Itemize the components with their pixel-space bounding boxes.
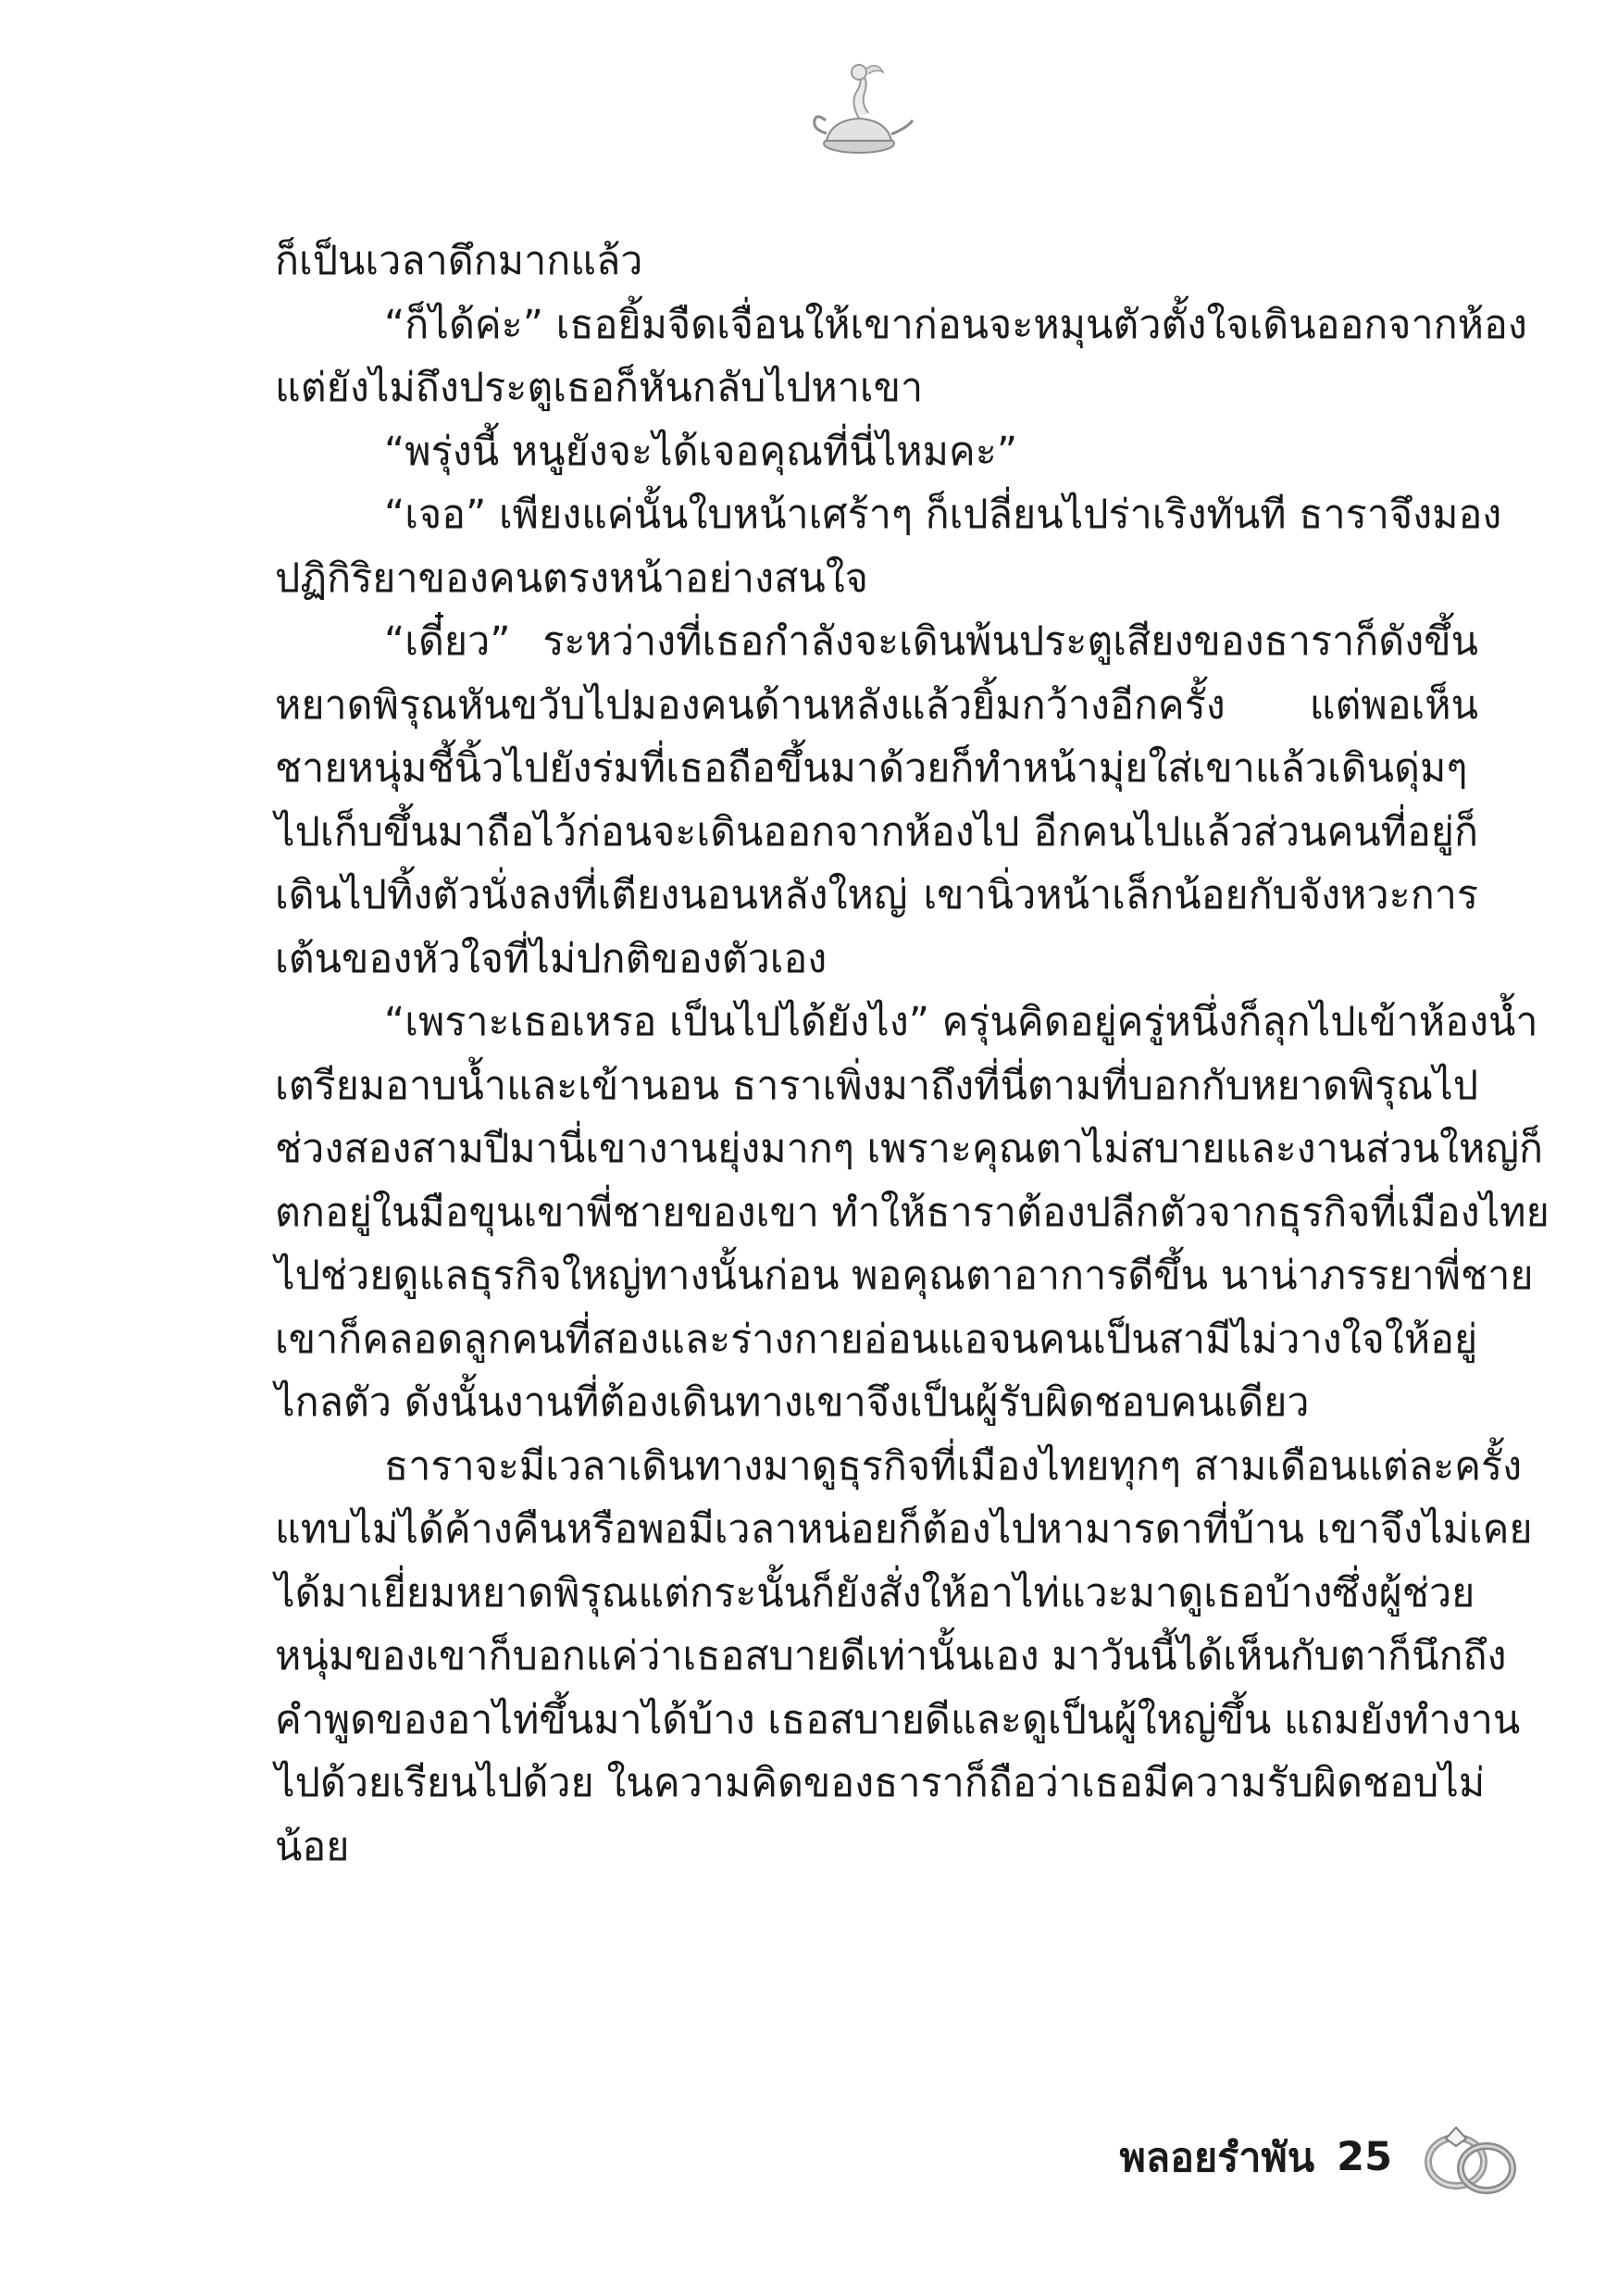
text-line: ธาราจะมีเวลาเดินทางมาดูธุรกิจที่เมืองไทยทุกๆ สามเดือนแต่ละครั้ง — [384, 1442, 1523, 1490]
text-line: “เดี๋ยว” ระหว่างที่เธอกำลังจะเดินพ้นประตูเสียงของธาราก็ดังขึ้น — [384, 618, 1478, 665]
text-line: ช่วงสองสามปีมานี่เขางานยุ่งมากๆ เพราะคุณตาไม่สบายและงานส่วนใหญ่ก็ — [275, 1126, 1544, 1172]
text-line: “เจอ” เพียงแค่นั้นใบหน้าเศร้าๆ ก็เปลี่ยนไปร่าเริงทันที ธาราจึงมอง — [384, 492, 1502, 538]
text-line: ไกลตัว ดังนั้นงานที่ต้องเดินทางเขาจึงเป็นผู้รับผิดชอบคนเดียว — [275, 1379, 1310, 1426]
text-line: ไปช่วยดูแลธุรกิจใหญ่ทางนั้นก่อน พอคุณตาอาการดีขึ้น นาน่าภรรยาพี่ชาย — [275, 1253, 1534, 1299]
text-line: “ก็ได้ค่ะ” เธอยิ้มจืดเจื่อนให้เขาก่อนจะหมุนตัวตั้งใจเดินออกจากห้อง — [384, 301, 1527, 348]
text-line: น้อย — [275, 1823, 350, 1870]
text-line: “พรุ่งนี้ หนูยังจะได้เจอคุณที่นี่ไหมคะ” — [384, 428, 1018, 475]
text-line: ปฏิกิริยาของคนตรงหน้าอย่างสนใจ — [275, 555, 868, 602]
page-number: 25 — [1337, 2134, 1392, 2180]
text-line: ตกอยู่ในมือขุนเขาพี่ชายของเขา ทำให้ธาราต้องปลีกตัวจากธุรกิจที่เมืองไทย — [275, 1189, 1550, 1236]
text-line: ชายหนุ่มชี้นิ้วไปยังร่มที่เธอถือขึ้นมาด้วยก็ทำหน้ามุ่ยใส่เขาแล้วเดินดุ่มๆ — [275, 745, 1468, 792]
text-line: เดินไปทิ้งตัวนั่งลงที่เตียงนอนหลังใหญ่ เขานิ่วหน้าเล็กน้อยกับจังหวะการ — [275, 872, 1478, 918]
text-line: เต้นของหัวใจที่ไม่ปกติของตัวเอง — [275, 935, 828, 982]
book-title: พลอยรำพัน — [1119, 2135, 1315, 2181]
text-line: เตรียมอาบน้ำและเข้านอน ธาราเพิ่งมาถึงที่นี่ตามที่บอกกับหยาดพิรุณไป — [275, 1062, 1478, 1109]
text-line: ก็เป็นเวลาดึกมากแล้ว — [275, 238, 643, 284]
text-line: ไปเก็บขึ้นมาถือไว้ก่อนจะเดินออกจากห้องไป อีกคนไปแล้วส่วนคนที่อยู่ก็ — [275, 808, 1478, 855]
page-footer — [1119, 2111, 1525, 2203]
text-line: ไปด้วยเรียนไปด้วย ในความคิดของธาราก็ถือว่าเธอมีความรับผิดชอบไม่ — [275, 1760, 1486, 1806]
genie-lamp-icon — [803, 56, 915, 167]
text-line: แทบไม่ได้ค้างคืนหรือพอมีเวลาหน่อยก็ต้องไปหามารดาที่บ้าน เขาจึงไม่เคย — [275, 1506, 1533, 1553]
body-text — [275, 230, 1550, 1878]
text-line: หนุ่มของเขาก็บอกแค่ว่าเธอสบายดีเท่านั้นเอง มาวันนี้ได้เห็นกับตาก็นึกถึง — [275, 1633, 1507, 1679]
text-line: หยาดพิรุณหันขวับไปมองคนด้านหลังแล้วยิ้มกว้างอีกครั้ง แต่พอเห็น — [275, 681, 1478, 729]
text-line: เขาก็คลอดลูกคนที่สองและร่างกายอ่อนแอจนคนเป็นสามีไม่วางใจให้อยู่ — [275, 1316, 1478, 1363]
wedding-rings-icon — [1414, 2111, 1525, 2203]
text-line: ได้มาเยี่ยมหยาดพิรุณแต่กระนั้นก็ยังสั่งให้อาไท่แวะมาดูเธอบ้างซึ่งผู้ช่วย — [275, 1569, 1475, 1616]
text-line: แต่ยังไม่ถึงประตูเธอก็หันกลับไปหาเขา — [275, 365, 924, 411]
text-line: คำพูดของอาไท่ขึ้นมาได้บ้าง เธอสบายดีและดูเป็นผู้ใหญ่ขึ้น แถมยังทำงาน — [275, 1696, 1521, 1743]
text-line: “เพราะเธอเหรอ เป็นไปได้ยังไง” ครุ่นคิดอยู่ครู่หนึ่งก็ลุกไปเข้าห้องน้ำ — [384, 999, 1538, 1045]
